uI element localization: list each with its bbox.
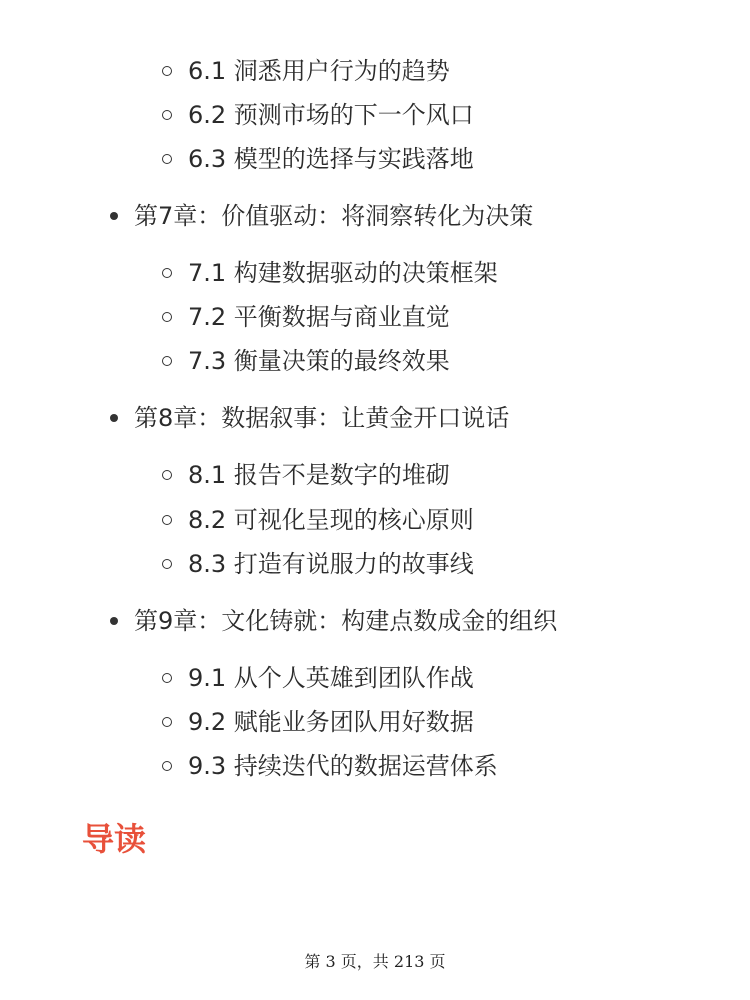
filled-circle-bullet-icon <box>110 212 118 220</box>
hollow-circle-bullet-icon <box>162 356 172 366</box>
toc-chapter-7[interactable] <box>110 197 533 235</box>
hollow-circle-bullet-icon <box>162 110 172 120</box>
toc-chapter-9[interactable] <box>110 602 557 640</box>
hollow-circle-bullet-icon <box>162 717 172 727</box>
toc-subitem-8-2[interactable] <box>162 502 474 538</box>
hollow-circle-bullet-icon <box>162 66 172 76</box>
hollow-circle-bullet-icon <box>162 154 172 164</box>
toc-subitem-label: 9.1 从个人英雄到团队作战 <box>188 664 474 692</box>
toc-chapter-title: 第8章：数据叙事：让黄金开口说话 <box>134 404 510 432</box>
page-number-footer: 第 3 页，共 213 页 <box>304 952 446 971</box>
toc-subitem-label: 7.3 衡量决策的最终效果 <box>188 347 450 375</box>
toc-chapter-title: 第9章：文化铸就：构建点数成金的组织 <box>134 607 558 635</box>
section-heading: 导读 <box>82 820 147 858</box>
hollow-circle-bullet-icon <box>162 470 172 480</box>
hollow-circle-bullet-icon <box>162 268 172 278</box>
toc-subitem-label: 7.2 平衡数据与商业直觉 <box>188 303 450 331</box>
toc-subitem-label: 6.2 预测市场的下一个风口 <box>188 101 474 129</box>
toc-subitem-label: 6.1 洞悉用户行为的趋势 <box>188 57 450 85</box>
toc-chapter-title: 第7章：价值驱动：将洞察转化为决策 <box>134 202 534 230</box>
toc-subitem-6-1[interactable] <box>162 53 450 89</box>
hollow-circle-bullet-icon <box>162 559 172 569</box>
toc-subitem-7-3[interactable] <box>162 343 450 379</box>
toc-subitem-label: 8.1 报告不是数字的堆砌 <box>188 461 450 489</box>
toc-subitem-9-3[interactable] <box>162 748 498 784</box>
toc-subitem-label: 7.1 构建数据驱动的决策框架 <box>188 259 498 287</box>
toc-subitem-7-1[interactable] <box>162 255 498 291</box>
toc-subitem-8-1[interactable] <box>162 457 450 493</box>
toc-subitem-8-3[interactable] <box>162 546 474 582</box>
toc-chapter-8[interactable] <box>110 399 509 437</box>
hollow-circle-bullet-icon <box>162 761 172 771</box>
filled-circle-bullet-icon <box>110 414 118 422</box>
toc-subitem-label: 9.3 持续迭代的数据运营体系 <box>188 752 498 780</box>
toc-subitem-6-3[interactable] <box>162 141 474 177</box>
toc-subitem-9-2[interactable] <box>162 704 474 740</box>
hollow-circle-bullet-icon <box>162 673 172 683</box>
toc-subitem-label: 8.3 打造有说服力的故事线 <box>188 550 474 578</box>
toc-subitem-7-2[interactable] <box>162 299 450 335</box>
toc-subitem-label: 9.2 赋能业务团队用好数据 <box>188 708 474 736</box>
toc-subitem-9-1[interactable] <box>162 660 474 696</box>
toc-subitem-label: 6.3 模型的选择与实践落地 <box>188 145 474 173</box>
filled-circle-bullet-icon <box>110 617 118 625</box>
hollow-circle-bullet-icon <box>162 515 172 525</box>
toc-subitem-6-2[interactable] <box>162 97 474 133</box>
hollow-circle-bullet-icon <box>162 312 172 322</box>
toc-subitem-label: 8.2 可视化呈现的核心原则 <box>188 506 474 534</box>
